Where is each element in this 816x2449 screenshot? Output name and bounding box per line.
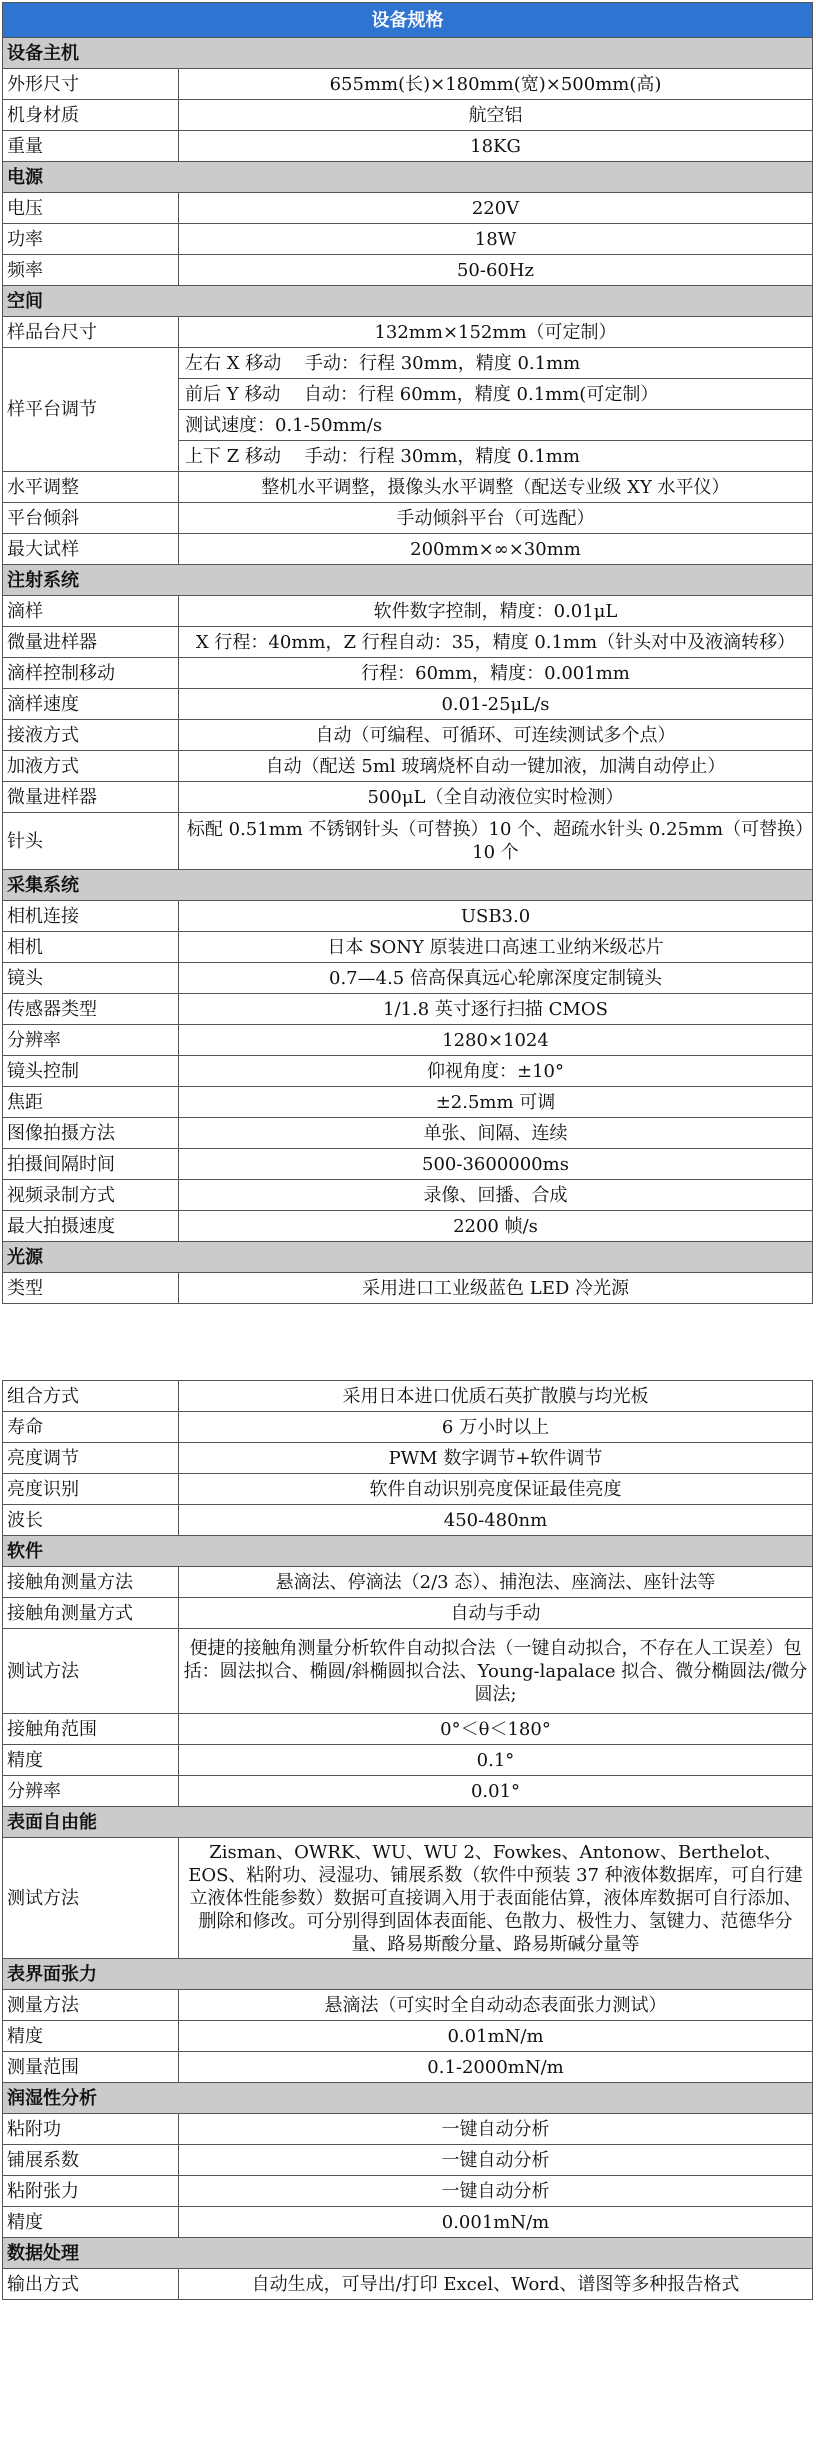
spec-label: 样平台调节 [3, 348, 179, 472]
spec-value: 0.01-25μL/s [179, 689, 813, 720]
section-row [3, 1959, 813, 1990]
spec-label: 焦距 [3, 1087, 179, 1118]
spec-value: 软件数字控制，精度：0.01μL [179, 596, 813, 627]
spec-row [3, 1180, 813, 1211]
spec-row [3, 901, 813, 932]
spec-label: 电压 [3, 193, 179, 224]
spec-value: 自动生成，可导出/打印 Excel、Word、谱图等多种报告格式 [179, 2269, 813, 2300]
spec-label: 类型 [3, 1273, 179, 1304]
spec-value: 0°＜θ＜180° [179, 1714, 813, 1745]
spec-value: 18KG [179, 131, 813, 162]
spec-row [3, 1776, 813, 1807]
section-row [3, 162, 813, 193]
spec-value: 便捷的接触角测量分析软件自动拟合法（一键自动拟合，不存在人工误差）包括：圆法拟合、椭圆/斜椭圆拟合法、Young-lapalace 拟合、微分椭圆法/微分圆法; [179, 1629, 813, 1714]
spec-value: 采用进口工业级蓝色 LED 冷光源 [179, 1273, 813, 1304]
spec-row [3, 224, 813, 255]
spec-row [3, 255, 813, 286]
spec-label: 分辨率 [3, 1025, 179, 1056]
section-heading: 电源 [3, 162, 813, 193]
spec-label: 水平调整 [3, 472, 179, 503]
spec-row [3, 596, 813, 627]
spec-row [3, 932, 813, 963]
spec-value: 采用日本进口优质石英扩散膜与均光板 [179, 1381, 813, 1412]
spec-row [3, 317, 813, 348]
section-row [3, 1242, 813, 1273]
spec-label: 机身材质 [3, 100, 179, 131]
spec-row [3, 2207, 813, 2238]
table-title: 设备规格 [3, 3, 813, 38]
spec-row [3, 782, 813, 813]
section-row [3, 1807, 813, 1838]
section-heading: 润湿性分析 [3, 2083, 813, 2114]
spec-row [3, 2269, 813, 2300]
section-heading: 注射系统 [3, 565, 813, 596]
spec-row [3, 963, 813, 994]
spec-row [3, 1567, 813, 1598]
spec-value: PWM 数字调节+软件调节 [179, 1443, 813, 1474]
spec-value: 日本 SONY 原装进口高速工业纳米级芯片 [179, 932, 813, 963]
spec-value: 450-480nm [179, 1505, 813, 1536]
spec-label: 重量 [3, 131, 179, 162]
spec-label: 精度 [3, 2021, 179, 2052]
spec-label: 接触角范围 [3, 1714, 179, 1745]
spec-value: 132mm×152mm（可定制） [179, 317, 813, 348]
spec-row [3, 1474, 813, 1505]
page-gap [0, 1371, 816, 1380]
spec-value: 655mm(长)×180mm(宽)×500mm(高) [179, 69, 813, 100]
spec-row [3, 1412, 813, 1443]
spec-label: 频率 [3, 255, 179, 286]
spec-value: 0.1° [179, 1745, 813, 1776]
spec-row [3, 503, 813, 534]
spec-row [3, 1211, 813, 1242]
spec-row [3, 2021, 813, 2052]
spec-label: 输出方式 [3, 2269, 179, 2300]
spec-label: 加液方式 [3, 751, 179, 782]
spec-row [3, 348, 813, 379]
spec-row [3, 994, 813, 1025]
spec-row [3, 1714, 813, 1745]
spec-value: 软件自动识别亮度保证最佳亮度 [179, 1474, 813, 1505]
spec-label: 波长 [3, 1505, 179, 1536]
spec-row [3, 1598, 813, 1629]
spec-value: 18W [179, 224, 813, 255]
spec-table-part-1 [2, 2, 813, 1304]
spec-label: 视频录制方式 [3, 1180, 179, 1211]
section-row [3, 2083, 813, 2114]
section-row [3, 38, 813, 69]
spec-row [3, 1025, 813, 1056]
title-row [3, 3, 813, 38]
section-row [3, 565, 813, 596]
spec-label: 测量方法 [3, 1990, 179, 2021]
spec-row [3, 1838, 813, 1959]
spec-value: 2200 帧/s [179, 1211, 813, 1242]
spec-label: 最大拍摄速度 [3, 1211, 179, 1242]
section-heading: 表界面张力 [3, 1959, 813, 1990]
spec-value: 单张、间隔、连续 [179, 1118, 813, 1149]
spec-row [3, 1149, 813, 1180]
spec-value: 0.01° [179, 1776, 813, 1807]
spec-value: ±2.5mm 可调 [179, 1087, 813, 1118]
spec-label: 铺展系数 [3, 2145, 179, 2176]
spec-row [3, 1629, 813, 1714]
section-heading: 表面自由能 [3, 1807, 813, 1838]
spec-label: 滴样 [3, 596, 179, 627]
spec-value: USB3.0 [179, 901, 813, 932]
spec-row [3, 534, 813, 565]
spec-label: 测试方法 [3, 1838, 179, 1959]
section-heading: 数据处理 [3, 2238, 813, 2269]
spec-label: 功率 [3, 224, 179, 255]
spec-value: 仰视角度：±10° [179, 1056, 813, 1087]
spec-label: 针头 [3, 813, 179, 870]
spec-value: 500μL（全自动液位实时检测） [179, 782, 813, 813]
section-row [3, 1536, 813, 1567]
spec-label: 滴样控制移动 [3, 658, 179, 689]
spec-row [3, 2114, 813, 2145]
spec-value: 一键自动分析 [179, 2114, 813, 2145]
spec-value: 500-3600000ms [179, 1149, 813, 1180]
spec-row [3, 1505, 813, 1536]
spec-row [3, 720, 813, 751]
section-row [3, 286, 813, 317]
spec-row [3, 1056, 813, 1087]
spec-label: 亮度调节 [3, 1443, 179, 1474]
spec-value: 手动倾斜平台（可选配） [179, 503, 813, 534]
spec-label: 传感器类型 [3, 994, 179, 1025]
spec-row [3, 813, 813, 870]
spec-value: 50-60Hz [179, 255, 813, 286]
spec-value: 整机水平调整，摄像头水平调整（配送专业级 XY 水平仪） [179, 472, 813, 503]
spec-label: 接液方式 [3, 720, 179, 751]
spec-label: 镜头 [3, 963, 179, 994]
spec-row [3, 131, 813, 162]
spec-value: 0.01mN/m [179, 2021, 813, 2052]
spec-value: 悬滴法、停滴法（2/3 态）、捕泡法、座滴法、座针法等 [179, 1567, 813, 1598]
spec-row [3, 2176, 813, 2207]
spec-row [3, 1990, 813, 2021]
spec-value: Zisman、OWRK、WU、WU 2、Fowkes、Antonow、Berthelot、EOS、粘附功、浸湿功、铺展系数（软件中预装 37 种液体数据库，可自行建立液体性能参数）数据可直接调入用于表面能估算，液体库数据可自行添加、删除和修改。可分别得到固体表面能、色散力、极性力、氢键力、范德华分量、路易斯酸分量、路易斯碱分量等 [179, 1838, 813, 1959]
spec-value: 220V [179, 193, 813, 224]
spec-label: 拍摄间隔时间 [3, 1149, 179, 1180]
spec-value-line: 上下 Z 移动 手动：行程 30mm，精度 0.1mm [179, 441, 813, 472]
spec-label: 微量进样器 [3, 782, 179, 813]
spec-value-line: 测试速度：0.1-50mm/s [179, 410, 813, 441]
spec-value: 标配 0.51mm 不锈钢针头（可替换）10 个、超疏水针头 0.25mm（可替换）10 个 [179, 813, 813, 870]
spec-label: 亮度识别 [3, 1474, 179, 1505]
spec-row [3, 1443, 813, 1474]
spec-value: 航空铝 [179, 100, 813, 131]
spec-label: 精度 [3, 1745, 179, 1776]
spec-value-line: 前后 Y 移动 自动：行程 60mm，精度 0.1mm(可定制） [179, 379, 813, 410]
spec-row [3, 193, 813, 224]
spec-label: 粘附功 [3, 2114, 179, 2145]
section-heading: 采集系统 [3, 870, 813, 901]
section-heading: 空间 [3, 286, 813, 317]
spec-value: 200mm×∞×30mm [179, 534, 813, 565]
spec-value: 录像、回播、合成 [179, 1180, 813, 1211]
section-row [3, 870, 813, 901]
spec-row [3, 2052, 813, 2083]
spec-label: 测量范围 [3, 2052, 179, 2083]
section-heading: 光源 [3, 1242, 813, 1273]
spec-value: 悬滴法（可实时全自动动态表面张力测试） [179, 1990, 813, 2021]
spec-value: 0.1-2000mN/m [179, 2052, 813, 2083]
spec-label: 接触角测量方式 [3, 1598, 179, 1629]
spec-row [3, 2145, 813, 2176]
spec-label: 测试方法 [3, 1629, 179, 1714]
spec-label: 分辨率 [3, 1776, 179, 1807]
spec-row [3, 1118, 813, 1149]
spec-label: 镜头控制 [3, 1056, 179, 1087]
spec-row [3, 627, 813, 658]
spec-value: X 行程：40mm，Z 行程自动：35，精度 0.1mm（针头对中及液滴转移） [179, 627, 813, 658]
spec-row [3, 658, 813, 689]
spec-label: 平台倾斜 [3, 503, 179, 534]
spec-row [3, 472, 813, 503]
spec-row [3, 1381, 813, 1412]
spec-label: 微量进样器 [3, 627, 179, 658]
section-heading: 软件 [3, 1536, 813, 1567]
spec-value: 自动与手动 [179, 1598, 813, 1629]
spec-row [3, 751, 813, 782]
spec-table-part-2 [2, 1380, 813, 2300]
spec-value: 0.001mN/m [179, 2207, 813, 2238]
spec-value: 1/1.8 英寸逐行扫描 CMOS [179, 994, 813, 1025]
spec-label: 寿命 [3, 1412, 179, 1443]
spec-label: 样品台尺寸 [3, 317, 179, 348]
spec-label: 接触角测量方法 [3, 1567, 179, 1598]
spec-row [3, 1087, 813, 1118]
section-row [3, 2238, 813, 2269]
spec-value: 一键自动分析 [179, 2145, 813, 2176]
spec-value: 行程：60mm，精度：0.001mm [179, 658, 813, 689]
spec-value: 自动（可编程、可循环、可连续测试多个点） [179, 720, 813, 751]
spec-row [3, 69, 813, 100]
section-heading: 设备主机 [3, 38, 813, 69]
spec-value: 1280×1024 [179, 1025, 813, 1056]
spec-label: 最大试样 [3, 534, 179, 565]
spec-label: 粘附张力 [3, 2176, 179, 2207]
spec-value-line: 左右 X 移动 手动：行程 30mm，精度 0.1mm [179, 348, 813, 379]
spec-label: 外形尺寸 [3, 69, 179, 100]
spec-row [3, 100, 813, 131]
spec-value: 自动（配送 5ml 玻璃烧杯自动一键加液，加满自动停止） [179, 751, 813, 782]
spec-label: 滴样速度 [3, 689, 179, 720]
spec-label: 组合方式 [3, 1381, 179, 1412]
spec-row [3, 1273, 813, 1304]
spec-label: 精度 [3, 2207, 179, 2238]
spec-row [3, 1745, 813, 1776]
spec-value: 6 万小时以上 [179, 1412, 813, 1443]
spec-value: 一键自动分析 [179, 2176, 813, 2207]
spec-row [3, 689, 813, 720]
spec-label: 相机连接 [3, 901, 179, 932]
spec-label: 图像拍摄方法 [3, 1118, 179, 1149]
spec-value: 0.7—4.5 倍高保真远心轮廓深度定制镜头 [179, 963, 813, 994]
spec-label: 相机 [3, 932, 179, 963]
